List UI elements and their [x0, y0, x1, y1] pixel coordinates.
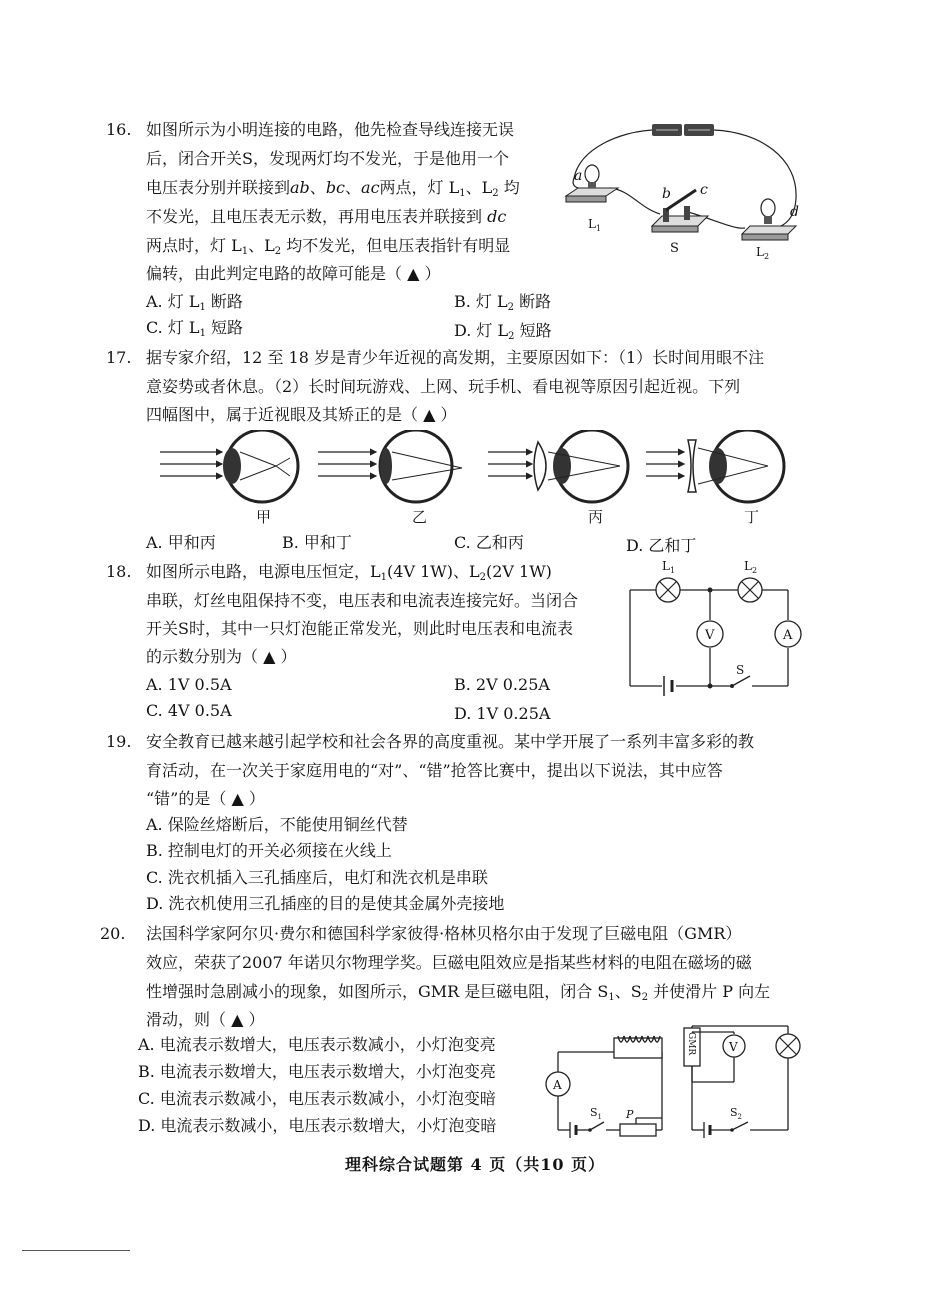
fig-label-yi: 乙 [412, 508, 428, 526]
q18-text-line: 的示数分别为（ ▲ ） [146, 647, 297, 666]
q19-text-line: “错”的是（ ▲ ） [146, 789, 265, 808]
label-c: c [700, 182, 708, 198]
label-s: S [736, 663, 745, 677]
label-b: b [662, 186, 671, 202]
label-s1: $S_1$ [590, 1106, 603, 1121]
label-l2: $L_2$ [744, 559, 758, 575]
voltmeter-label: V [729, 1040, 738, 1054]
label-s2: $S_2$ [730, 1106, 743, 1121]
ammeter-label: A [783, 628, 793, 643]
eye-diagram-bing [488, 430, 628, 526]
fig-label-ding: 丁 [744, 508, 760, 526]
q18-text-line: 如图所示电路，电源电压恒定，$L_1(4V$ 1W)、$L_2(2V$ 1W) [146, 562, 552, 583]
q16-option-a[interactable]: A. 灯 $L_1$ 断路 [146, 292, 243, 313]
q16-text-line: 偏转，由此判定电路的故障可能是（ ▲ ） [146, 264, 441, 283]
q19-text-line: 育活动，在一次关于家庭用电的“对”、“错”抢答比赛中，提出以下说法，其中应答 [146, 761, 723, 780]
q17-text-line: 四幅图中，属于近视眼及其矫正的是（ ▲ ） [146, 405, 457, 424]
q20-text-line: 滑动，则（ ▲ ） [146, 1010, 265, 1029]
q19-option-d[interactable]: D. 洗衣机使用三孔插座的目的是使其金属外壳接地 [146, 894, 505, 913]
label-d: d [790, 204, 799, 220]
q20-number: 20. [100, 924, 126, 943]
q16-option-c[interactable]: C. 灯 $L_1$ 短路 [146, 318, 244, 339]
q17-option-d[interactable]: D. 乙和丁 [626, 536, 697, 555]
q18-text-line: 开关S时，其中一只灯泡能正常发光，则此时电压表和电流表 [146, 619, 573, 638]
fig-label-bing: 丙 [588, 508, 604, 526]
q20-text-line: 效应，荣获了2007 年诺贝尔物理学奖。巨磁电阻效应是指某些材料的电阻在磁场的磁 [146, 953, 752, 972]
label-s: S [670, 241, 679, 256]
label-l1: $L_1$ [588, 217, 602, 233]
q18-option-d[interactable]: D. 1V 0.25A [454, 704, 551, 723]
q19-option-b[interactable]: B. 控制电灯的开关必须接在火线上 [146, 841, 392, 860]
q16-text-line: 两点时，灯 $L_1$、$L_2$ 均不发光，但电压表指针有明显 [146, 236, 511, 257]
eye-diagram-jia [160, 430, 298, 526]
q17-option-b[interactable]: B. 甲和丁 [282, 533, 352, 552]
q17-text-line: 意姿势或者休息。（2）长时间玩游戏、上网、玩手机、看电视等原因引起近视。下列 [146, 377, 741, 396]
ammeter-label: A [553, 1078, 562, 1092]
q18-number: 18. [106, 562, 132, 581]
q17-text-line: 据专家介绍，12 至 18 岁是青少年近视的高发期，主要原因如下：（1）长时间用眼不注 [146, 348, 765, 367]
q16-text-line: 如图所示为小明连接的电路，他先检查导线连接无误 [146, 120, 515, 139]
q20-circuit-figure [540, 1018, 810, 1144]
q18-option-b[interactable]: B. 2V 0.25A [454, 675, 550, 694]
eye-diagram-ding [646, 430, 784, 526]
q16-text-line: 后，闭合开关S，发现两灯均不发光，于是他用一个 [146, 149, 509, 168]
eye-diagram-yi [318, 430, 462, 526]
q16-option-b[interactable]: B. 灯 $L_2$ 断路 [454, 292, 552, 313]
fig-label-jia: 甲 [256, 508, 272, 526]
q16-option-d[interactable]: D. 灯 $L_2$ 短路 [454, 321, 552, 342]
q18-circuit-figure [620, 556, 810, 696]
page-footer: 理科综合试题第 4 页（共10 页） [344, 1155, 606, 1174]
q18-option-c[interactable]: C. 4V 0.5A [146, 701, 232, 720]
gmr-label: GMR [686, 1032, 696, 1056]
q19-option-a[interactable]: A. 保险丝熔断后，不能使用铜丝代替 [146, 815, 408, 834]
q20-text-line: 性增强时急剧减小的现象，如图所示，GMR 是巨磁电阻，闭合 $S_1$、$S_2$ 并使滑片 P 向左 [146, 982, 771, 1003]
label-a: a [574, 168, 583, 184]
q19-number: 19. [106, 732, 132, 751]
q18-text-line: 串联，灯丝电阻保持不变，电压表和电流表连接完好。当闭合 [146, 591, 579, 610]
q16-number: 16. [106, 120, 132, 139]
label-l2: $L_2$ [756, 245, 770, 261]
voltmeter-label: V [705, 628, 715, 643]
q20-text-line: 法国科学家阿尔贝·费尔和德国科学家彼得·格林贝格尔由于发现了巨磁电阻（GMR） [146, 924, 742, 943]
label-l1: $L_1$ [662, 559, 676, 575]
q18-option-a[interactable]: A. 1V 0.5A [146, 675, 232, 694]
q16-circuit-figure [560, 118, 810, 266]
q20-option-d[interactable]: D. 电流表示数减小，电压表示数增大，小灯泡变暗 [138, 1116, 497, 1135]
rheostat-symbol [620, 1124, 656, 1136]
q17-option-a[interactable]: A. 甲和丙 [146, 533, 216, 552]
q20-option-c[interactable]: C. 电流表示数减小，电压表示数减小，小灯泡变暗 [138, 1089, 496, 1108]
q17-number: 17. [106, 348, 132, 367]
q20-option-a[interactable]: A. 电流表示数增大，电压表示数减小，小灯泡变亮 [138, 1035, 496, 1054]
divider [22, 1250, 130, 1251]
q17-eye-figures [150, 430, 810, 530]
label-p: P [626, 1108, 634, 1121]
q17-option-c[interactable]: C. 乙和丙 [454, 533, 524, 552]
q16-text-line: 不发光，且电压表无示数，再用电压表并联接到 dc [146, 207, 507, 226]
q16-text-line: 电压表分别并联接到ab、bc、ac两点，灯 $L_1$、$L_2$ 均 [146, 178, 520, 199]
q20-option-b[interactable]: B. 电流表示数增大，电压表示数增大，小灯泡变亮 [138, 1062, 496, 1081]
q19-option-c[interactable]: C. 洗衣机插入三孔插座后，电灯和洗衣机是串联 [146, 868, 488, 887]
q19-text-line: 安全教育已越来越引起学校和社会各界的高度重视。某中学开展了一系列丰富多彩的教 [146, 732, 755, 751]
